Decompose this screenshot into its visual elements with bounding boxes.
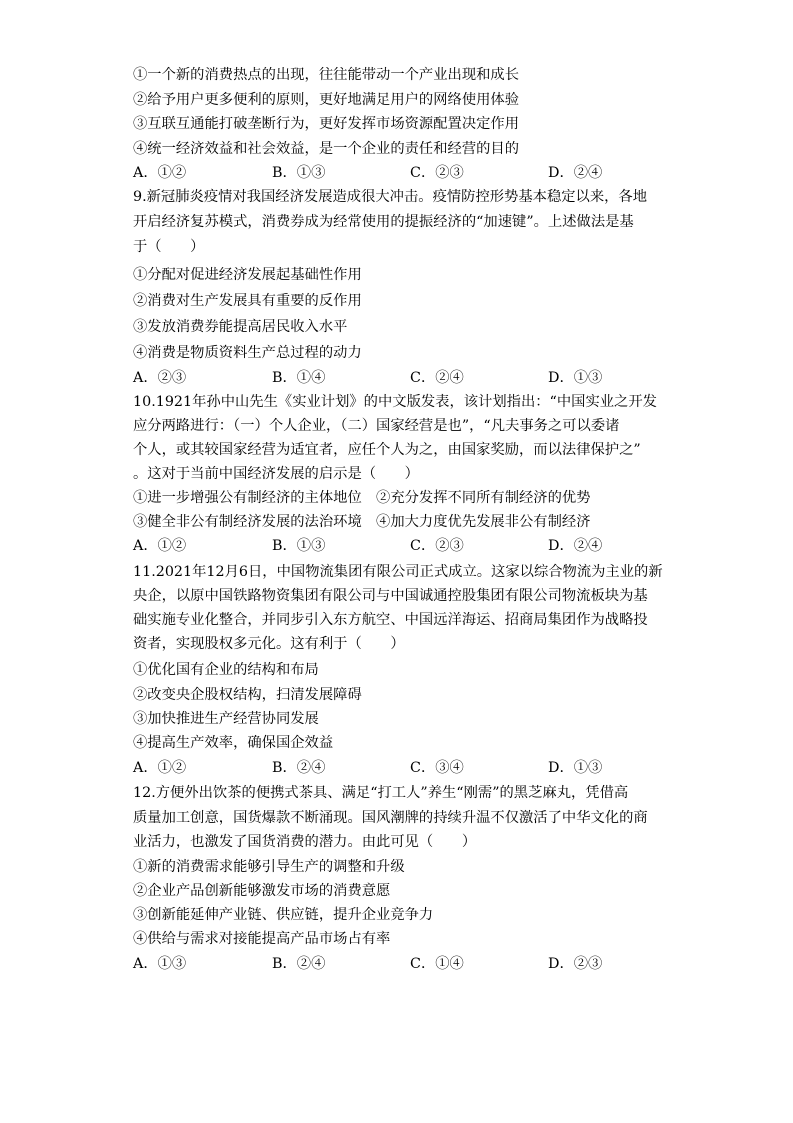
option-b: B．②④ [272, 760, 326, 776]
statement-item: ④供给与需求对接能提高产品市场占有率 [133, 931, 391, 947]
question-stem: 资者，实现股权多元化。这有利于（ ） [133, 636, 405, 652]
answer-options [133, 366, 673, 390]
question-stem: 。这对于当前中国经济发展的启示是（ ） [133, 466, 419, 482]
option-c: C．①④ [410, 956, 464, 972]
statement-item: ②企业产品创新能够激发市场的消费意愿 [133, 883, 391, 899]
statement-item: ③加快推进生产经营协同发展 [133, 711, 319, 727]
option-c: C．②③ [410, 538, 464, 554]
statement-item: ①新的消费需求能够引导生产的调整和升级 [133, 859, 405, 875]
statement-item: ④消费是物质资料生产总过程的动力 [133, 345, 362, 361]
answer-options [133, 161, 673, 185]
option-b: B．①③ [272, 538, 326, 554]
option-c: C．③④ [410, 760, 464, 776]
statement-item: ③创新能延伸产业链、供应链，提升企业竞争力 [133, 907, 434, 923]
statement-item: ③发放消费券能提高居民收入水平 [133, 319, 348, 335]
statement-item: ①一个新的消费热点的出现，往往能带动一个产业出现和成长 [133, 67, 520, 83]
option-b: B．①③ [272, 165, 326, 181]
question-stem: 于（ ） [133, 239, 205, 255]
option-c: C．②③ [410, 165, 464, 181]
option-d: D．①③ [548, 370, 603, 386]
option-d: D．②③ [548, 956, 603, 972]
question-stem: 9.新冠肺炎疫情对我国经济发展造成很大冲击。疫情防控形势基本稳定以来，各地 [133, 189, 648, 205]
answer-options [133, 756, 673, 780]
option-b: B．②④ [272, 956, 326, 972]
statement-item: ①进一步增强公有制经济的主体地位 ②充分发挥不同所有制经济的优势 [133, 490, 591, 506]
option-a: A．①② [133, 760, 187, 776]
question-stem: 应分两路进行：（一）个人企业，（二）国家经营是也”，“凡夫事务之可以委诸 [133, 418, 620, 434]
question-stem: 11.2021年12月6日，中国物流集团有限公司正式成立。这家以综合物流为主业的新 [133, 564, 663, 580]
option-a: A．②③ [133, 370, 187, 386]
option-d: D．①③ [548, 760, 603, 776]
statement-item: ③互联互通能打破垄断行为，更好发挥市场资源配置决定作用 [133, 116, 520, 132]
question-stem: 10.1921年孙中山先生《实业计划》的中文版发表，该计划指出：“中国实业之开发 [133, 394, 657, 410]
question-stem: 个人，或其较国家经营为适宜者，应任个人为之，由国家奖励，而以法律保护之” [133, 442, 641, 458]
question-stem: 开启经济复苏模式，消费券成为经常使用的提振经济的“加速键”。上述做法是基 [133, 214, 634, 230]
option-a: A．①② [133, 538, 187, 554]
statement-item: ③健全非公有制经济发展的法治环境 ④加大力度优先发展非公有制经济 [133, 514, 591, 530]
answer-options [133, 534, 673, 558]
statement-item: ④提高生产效率，确保国企效益 [133, 735, 334, 751]
statement-item: ①优化国有企业的结构和布局 [133, 662, 319, 678]
question-stem: 央企，以原中国铁路物资集团有限公司与中国诚通控股集团有限公司物流板块为基 [133, 588, 648, 604]
statement-item: ④统一经济效益和社会效益，是一个企业的责任和经营的目的 [133, 141, 520, 157]
statement-item: ①分配对促进经济发展起基础性作用 [133, 267, 362, 283]
question-stem: 12.方便外出饮茶的便携式茶具、满足“打工人”养生“刚需”的黑芝麻丸，凭借高 [133, 785, 629, 801]
option-d: D．②④ [548, 165, 603, 181]
option-c: C．②④ [410, 370, 464, 386]
option-a: A．①② [133, 165, 187, 181]
question-stem: 础实施专业化整合，并同步引入东方航空、中国远洋海运、招商局集团作为战略投 [133, 612, 648, 628]
question-stem: 质量加工创意，国货爆款不断涌现。国风潮牌的持续升温不仅激活了中华文化的商 [133, 810, 648, 826]
option-d: D．②④ [548, 538, 603, 554]
statement-item: ②给予用户更多便利的原则，更好地满足用户的网络使用体验 [133, 92, 520, 108]
statement-item: ②消费对生产发展具有重要的反作用 [133, 293, 362, 309]
statement-item: ②改变央企股权结构，扫清发展障碍 [133, 687, 362, 703]
answer-options [133, 952, 673, 976]
question-stem: 业活力，也激发了国货消费的潜力。由此可见（ ） [133, 834, 477, 850]
option-a: A．①③ [133, 956, 187, 972]
option-b: B．①④ [272, 370, 326, 386]
